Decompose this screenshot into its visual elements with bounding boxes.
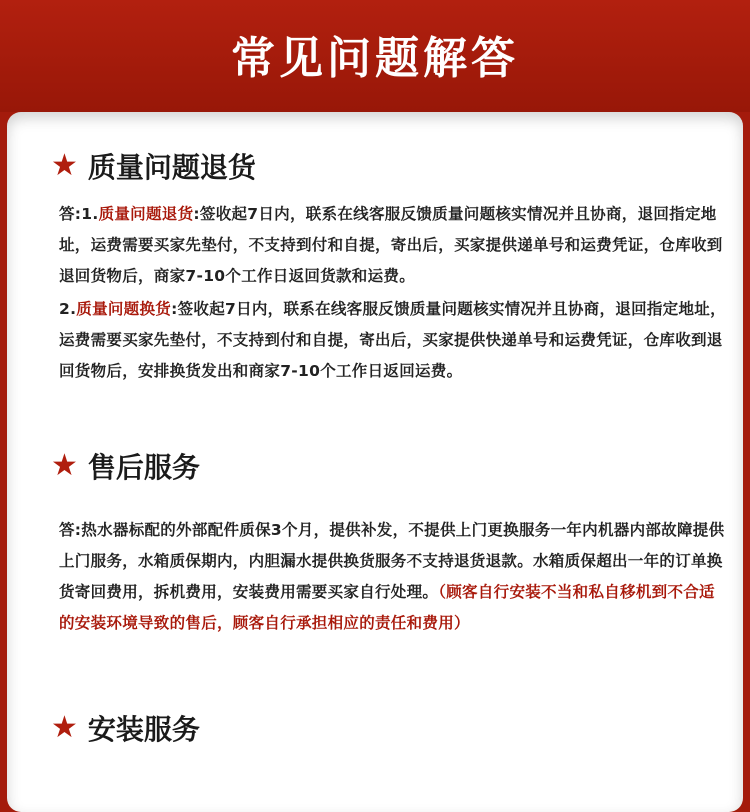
faq-card xyxy=(7,112,743,812)
star-icon: ★ xyxy=(51,148,78,183)
section-heading-after-sales xyxy=(51,446,200,486)
star-icon: ★ xyxy=(51,448,78,483)
section-heading-label: 售后服务 xyxy=(87,451,200,484)
answer-quality-return xyxy=(59,199,729,292)
answer-prefix: 2. xyxy=(59,300,77,318)
answer-after-sales xyxy=(59,515,729,639)
answer-body: :签收起7日内，联系在线客服反馈质量问题核实情况并且协商，退回指定地址，运费需要买家先垫付，不支持到付和自提，寄出后，买家提供递单号和运费凭证，仓库收到退回货物后，商家7-10个工作日返回货款和运费。 xyxy=(59,205,723,285)
answer-body: :签收起7日内，联系在线客服反馈质量问题核实情况并且协商，退回指定地址，运费需要买家先垫付，不支持到付和自提，寄出后，买家提供快递单号和运费凭证，仓库收到退回货物后，安排换货发出和商家7-10个工作日返回运费。 xyxy=(59,300,726,380)
answer-note: （顾客自行安装不当和私自移机到不合适的安装环境导致的售后，顾客自行承担相应的责任和费用） xyxy=(59,583,715,632)
section-heading-installation xyxy=(51,708,200,748)
section-heading-label: 安装服务 xyxy=(87,713,200,746)
answer-prefix: 答:1. xyxy=(59,205,99,223)
answer-quality-exchange xyxy=(59,294,729,387)
section-heading-label: 质量问题退货 xyxy=(87,151,256,184)
page-title: 常见问题解答 xyxy=(231,33,519,84)
star-icon: ★ xyxy=(51,710,78,745)
answer-highlight: 质量问题退货 xyxy=(98,205,194,223)
section-heading-quality-return xyxy=(51,146,256,186)
answer-body: 答:热水器标配的外部配件质保3个月，提供补发，不提供上门更换服务一年内机器内部故障提供上门服务，水箱质保期内，内胆漏水提供换货服务不支持退货退款。水箱质保超出一年的订单换货寄回费用，拆机费用，安装费用需要买家自行处理。 xyxy=(59,521,725,601)
answer-highlight: 质量问题换货 xyxy=(76,300,172,318)
header-banner xyxy=(0,0,750,112)
